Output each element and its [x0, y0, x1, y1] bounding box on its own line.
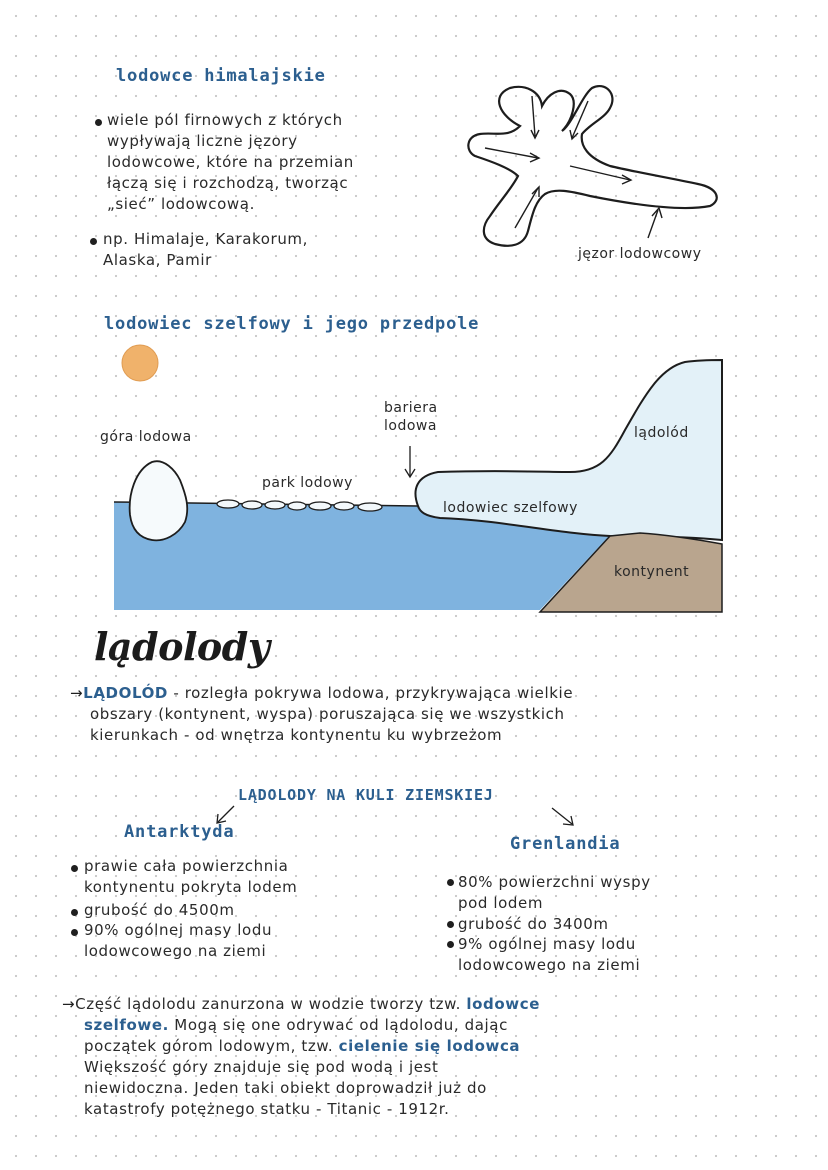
greenland-heading: Grenlandia [510, 834, 621, 854]
ice-floe [309, 502, 331, 510]
ice-floe [217, 500, 239, 508]
bullet-dot [90, 238, 97, 245]
text-line: łączą się i rozchodzą, tworząc [107, 174, 349, 192]
text-segment: Część lądolodu zanurzona w wodzie tworzy tzw. [75, 995, 467, 1013]
bullet-dot [71, 865, 78, 872]
greenland-bullet-1 [458, 872, 758, 914]
bullet-dot [95, 119, 102, 126]
himalaya-bullet-2 [103, 229, 403, 271]
ice-shelf-label: lodowiec szelfowy [443, 500, 578, 516]
calving-note [62, 994, 762, 1120]
ice-sheet-label: lądolód [634, 425, 689, 441]
text-line: kontynentu pokryta lodem [84, 878, 298, 896]
text-line: 80% powierzchni wyspy [458, 873, 651, 891]
note-line-1 [62, 994, 762, 1015]
text-line: kierunkach - od wnętrza kontynentu ku wybrzeżom [90, 726, 503, 744]
antarctica-heading: Antarktyda [124, 822, 235, 842]
text-line: katastrofy potężnego statku - Titanic - 1912r. [84, 1100, 450, 1118]
text-line: grubość do 3400m [458, 915, 609, 933]
text-line: lodowcowego na ziemi [84, 942, 267, 960]
ice-floe [358, 503, 382, 511]
antarctica-bullet-2 [84, 900, 384, 921]
sun-icon [122, 345, 158, 381]
text-line: „sieć” lodowcową. [107, 195, 255, 213]
pack-ice-label: park lodowy [262, 475, 353, 491]
text-line: Alaska, Pamir [103, 251, 212, 269]
barrier-label-2: lodowa [384, 418, 437, 434]
text-line: wypływają liczne jęzory [107, 132, 298, 150]
ice-shelf-diagram [100, 330, 740, 630]
text-line: 90% ogólnej masy lodu [84, 921, 273, 939]
arrow-icon: → [70, 684, 84, 702]
text-line: Większość góry znajduje się pod wodą i jest [84, 1058, 439, 1076]
text-line: lodowcowe, które na przemian [107, 153, 354, 171]
ice-sheet-definition [70, 683, 760, 746]
iceberg-label: góra lodowa [100, 429, 192, 445]
bullet-dot [447, 941, 454, 948]
text-line: 9% ogólnej masy lodu [458, 935, 636, 953]
text-line: pod lodem [458, 894, 544, 912]
text-line: lodowcowego na ziemi [458, 956, 641, 974]
flow-arrow [532, 96, 535, 136]
himalaya-title: lodowce himalajskie [116, 66, 326, 86]
bullet-dot [71, 909, 78, 916]
bullet-dot [447, 879, 454, 886]
ice-floe [265, 501, 285, 509]
tongue-label: jęzor lodowcowy [578, 246, 702, 262]
ice-floe [242, 501, 262, 509]
arrow-left [218, 806, 234, 822]
glacier-network-diagram [460, 76, 760, 256]
arrow-icon: → [62, 995, 76, 1013]
text-line: np. Himalaje, Karakorum, [103, 230, 309, 248]
text-line: grubość do 4500m [84, 901, 235, 919]
definition-line-1 [70, 683, 760, 704]
text-line: obszary (kontynent, wyspa) poruszająca się we wszystkich [90, 705, 565, 723]
ice-floe [288, 502, 306, 510]
glacier-outline [468, 86, 716, 246]
bullet-dot [71, 929, 78, 936]
shelf-title: lodowiec szelfowy i jego przedpole [104, 314, 480, 334]
greenland-bullet-3 [458, 934, 758, 976]
arrow-right [552, 808, 572, 824]
greenland-bullet-2 [458, 914, 758, 935]
note-line-2 [62, 1015, 762, 1036]
himalaya-bullet-1 [107, 110, 447, 215]
text-line: - rozległa pokrywa lodowa, przykrywająca wielkie [167, 684, 574, 702]
highlight-term: szelfowe. [84, 1016, 169, 1034]
bullet-dot [447, 921, 454, 928]
text-segment: Mogą się one odrywać od lądolodu, dając [168, 1016, 508, 1034]
highlight-term: cielenie się lodowca [338, 1037, 521, 1055]
highlight-term: lodowce [466, 995, 540, 1013]
ice-sheets-title: lądolody [94, 624, 270, 669]
text-line: niewidoczna. Jeden taki obiekt doprowadził już do [84, 1079, 487, 1097]
antarctica-bullet-3 [84, 920, 384, 962]
iceberg [130, 461, 188, 540]
text-segment: początek górom lodowym, tzw. [84, 1037, 339, 1055]
antarctica-bullet-1 [84, 856, 384, 898]
definition-term: LĄDOLÓD [83, 684, 168, 702]
note-line-3 [62, 1036, 762, 1057]
barrier-label-1: bariera [384, 400, 438, 416]
heading-arrows [200, 800, 580, 836]
world-ice-sheets-heading: LĄDOLODY NA KULI ZIEMSKIEJ [238, 786, 494, 804]
text-line: wiele pól firnowych z których [107, 111, 343, 129]
ice-floe [334, 502, 354, 510]
continent-label: kontynent [614, 564, 690, 580]
text-line: prawie cała powierzchnia [84, 857, 289, 875]
